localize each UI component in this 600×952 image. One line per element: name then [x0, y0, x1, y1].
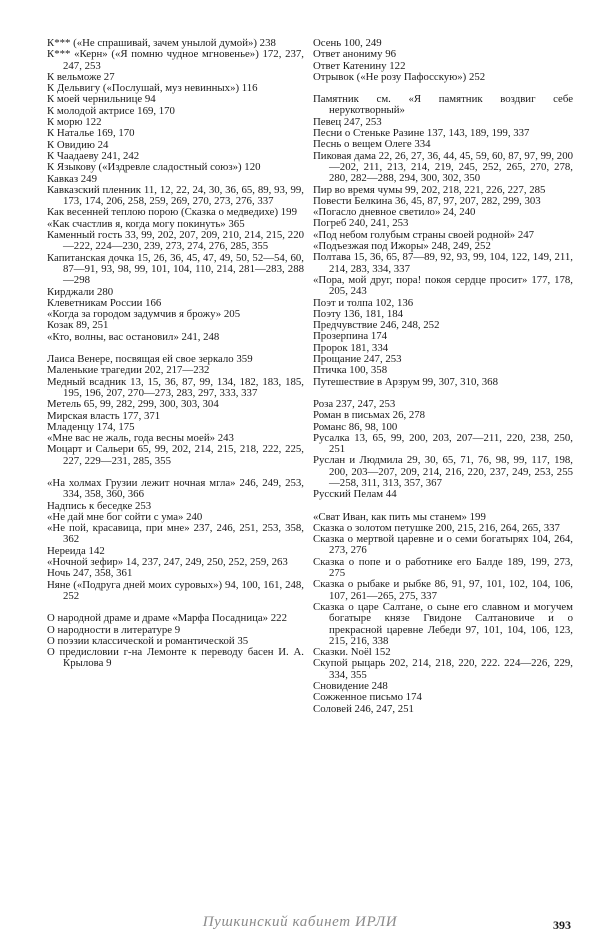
- index-entry: Песнь о вещем Олеге 334: [313, 138, 431, 151]
- index-entry: Певец 247, 253: [313, 115, 382, 128]
- watermark: Пушкинский кабинет ИРЛИ: [202, 914, 398, 930]
- index-entry: «Кто, волны, вас остановил» 241, 248: [47, 330, 220, 343]
- index-entry: К молодой актрисе 169, 170: [47, 104, 175, 117]
- index-entry: Предчувствие 246, 248, 252: [313, 319, 440, 332]
- index-entry: К Наталье 169, 170: [47, 127, 135, 140]
- index-entry: «Пора, мой друг, пора! покоя сердце просит» 177, 178, 205, 243: [313, 273, 573, 298]
- index-entry: Пророк 181, 334: [313, 341, 389, 354]
- index-entry: К вельможе 27: [47, 70, 115, 83]
- index-entry: К Чаадаеву 241, 242: [47, 149, 140, 162]
- index-entry: «Когда за городом задумчив я брожу» 205: [47, 308, 241, 321]
- index-entry: Ответ Катенину 122: [313, 59, 406, 72]
- index-entry: К моей чернильнице 94: [47, 93, 156, 106]
- index-entry: Надпись к беседке 253: [47, 499, 152, 512]
- index-entry: Сказка о царе Салтане, о сыне его славном и могучем богатыре князе Гвидоне Салтановиче и о прекрасной царевне Лебеди 97, 101, 104, 106, 123, 215, 216, 338: [313, 600, 573, 647]
- index-entry: Пир во время чумы 99, 202, 218, 221, 226, 227, 285: [313, 183, 546, 196]
- index-entry: Моцарт и Сальери 65, 99, 202, 214, 215, 218, 222, 225, 227, 229—231, 285, 355: [47, 443, 304, 467]
- index-entry: «Не дай мне бог сойти с ума» 240: [47, 510, 203, 523]
- index-entry: «Подъезжая под Ижоры» 248, 249, 252: [313, 240, 491, 253]
- index-entry: Козак 89, 251: [47, 319, 109, 332]
- index-entry: Капитанская дочка 15, 26, 36, 45, 47, 49, 50, 52—54, 60, 87—91, 93, 98, 99, 101, 104, 110, 214, 281—283, 288—298: [47, 251, 304, 287]
- index-column-right: [313, 38, 573, 715]
- index-entry: Сказка о попе и о работнике его Балде 189, 199, 273, 275: [313, 555, 573, 580]
- index-entry: Нереида 142: [47, 544, 105, 557]
- index-entry: Ответ анониму 96: [313, 48, 397, 61]
- index-entry: Осень 100, 249: [313, 37, 382, 49]
- index-entry: Повести Белкина 36, 45, 87, 97, 207, 282, 299, 303: [313, 194, 541, 207]
- index-entry: Прощание 247, 253: [313, 353, 402, 366]
- index-entry: К Дельвигу («Послушай, муз невинных») 116: [47, 82, 258, 95]
- index-entry: К*** «Керн» («Я помню чудное мгновенье») 172, 237, 247, 253: [47, 48, 304, 72]
- index-entry: Клеветникам России 166: [47, 296, 162, 309]
- index-column-left: [47, 38, 304, 670]
- index-entry: Соловей 246, 247, 251: [313, 702, 414, 715]
- index-entry: Кавказ 249: [47, 172, 97, 185]
- index-entry: Руслан и Людмила 29, 30, 65, 71, 76, 98, 99, 117, 198, 200, 203—207, 209, 214, 216, 220, 237, 249, 253, 255—258, 311, 313, 357, 367: [313, 454, 573, 489]
- index-entry: К Овидию 24: [47, 138, 109, 151]
- index-entry: Младенцу 174, 175: [47, 420, 135, 433]
- index-entry: Медный всадник 13, 15, 36, 87, 99, 134, 182, 183, 185, 195, 196, 207, 270—273, 283, 297, 333, 337: [47, 375, 304, 399]
- index-entry: Няне («Подруга дней моих суровых») 94, 100, 161, 248, 252: [47, 578, 304, 602]
- index-entry: «Ночной зефир» 14, 237, 247, 249, 250, 252, 259, 263: [47, 556, 288, 569]
- index-entry: «Сват Иван, как пить мы станем» 199: [313, 510, 486, 523]
- index-entry: О народной драме и драме «Марфа Посадница» 222: [47, 612, 287, 625]
- index-entry: «Мне вас не жаль, года весны моей» 243: [47, 432, 234, 445]
- index-entry: О предисловии г-на Лемонте к переводу басен И. А. Крылова 9: [47, 646, 304, 670]
- index-entry: Полтава 15, 36, 65, 87—89, 92, 93, 99, 104, 122, 149, 211, 214, 283, 334, 337: [313, 251, 573, 275]
- index-entry: «Под небом голубым страны своей родной» 247: [313, 228, 535, 241]
- index-entry: Сказка о рыбаке и рыбке 86, 91, 97, 101, 102, 104, 106, 107, 261—265, 275, 337: [313, 578, 573, 602]
- index-entry: О народности в литературе 9: [47, 623, 181, 636]
- index-entry: Лаиса Венере, посвящая ей свое зеркало 359: [47, 353, 253, 366]
- index-entry: Как весенней теплою порою (Сказка о медведихе) 199: [47, 206, 297, 219]
- index-entry: Отрывок («Не розу Пафосскую») 252: [313, 70, 486, 83]
- index-entry: Песни о Стеньке Разине 137, 143, 189, 199, 337: [313, 127, 530, 140]
- index-entry: Путешествие в Арзрум 99, 307, 310, 368: [313, 375, 498, 388]
- index-entry: Роман в письмах 26, 278: [313, 409, 426, 422]
- index-entry: Русский Пелам 44: [313, 488, 397, 501]
- index-entry: Сновидение 248: [313, 680, 388, 693]
- index-entry: Пиковая дама 22, 26, 27, 36, 44, 45, 59, 60, 87, 97, 99, 200—202, 211, 213, 214, 219, 245, 252, 265, 270, 278, 280, 282—288, 294, 300, 302, 350: [313, 149, 573, 185]
- index-entry: Кирджали 280: [47, 285, 114, 298]
- index-entry: Скупой рыцарь 202, 214, 218, 220, 222. 224—226, 229, 334, 355: [313, 657, 573, 681]
- index-entry: О поэзии классической и романтической 35: [47, 634, 249, 647]
- index-entry: Кавказский пленник 11, 12, 22, 24, 30, 36, 65, 89, 93, 99, 173, 174, 206, 258, 259, 269, 270, 273, 276, 337: [47, 183, 304, 208]
- index-entry: Погреб 240, 241, 253: [313, 217, 409, 230]
- index-entry: «На холмах Грузии лежит ночная мгла» 246, 249, 253, 334, 358, 360, 366: [47, 476, 304, 501]
- index-entry: «Не пой, красавица, при мне» 237, 246, 251, 253, 358, 362: [47, 522, 304, 546]
- index-entry: Каменный гость 33, 99, 202, 207, 209, 210, 214, 215, 220—222, 224—230, 239, 273, 274, 276, 285, 355: [47, 229, 304, 253]
- index-entry: «Погасло дневное светило» 24, 240: [313, 206, 476, 219]
- index-entry: «Как счастлив я, когда могу покинуть» 365: [47, 217, 245, 230]
- index-entry: Маленькие трагедии 202, 217—232: [47, 364, 210, 377]
- index-entry: Поэту 136, 181, 184: [313, 307, 404, 320]
- index-entry: Метель 65, 99, 282, 299, 300, 303, 304: [47, 398, 219, 411]
- index-entry: Русалка 13, 65, 99, 200, 203, 207—211, 220, 238, 250, 251: [313, 431, 573, 456]
- index-entry: К*** («Не спрашивай, зачем унылой думой») 238: [47, 37, 276, 49]
- index-entry: Романс 86, 98, 100: [313, 420, 398, 433]
- index-entry: К Языкову («Издревле сладостный союз») 120: [47, 161, 261, 174]
- index-entry: Сказки. Noël 152: [313, 646, 391, 659]
- index-entry: Поэт и толпа 102, 136: [313, 296, 414, 309]
- index-entry: Роза 237, 247, 253: [313, 397, 396, 410]
- index-entry: Прозерпина 174: [313, 330, 388, 343]
- index-entry: Ночь 247, 358, 361: [47, 567, 133, 580]
- index-entry: Птичка 100, 358: [313, 364, 388, 377]
- index-entry: К морю 122: [47, 116, 102, 129]
- section-gap: [313, 501, 573, 512]
- index-entry: Мирская власть 177, 371: [47, 409, 161, 422]
- index-entry: Сожженное письмо 174: [313, 691, 422, 704]
- index-entry: Памятник см. «Я памятник воздвиг себе нерукотворный»: [313, 93, 573, 117]
- index-entry: Сказка о золотом петушке 200, 215, 216, 264, 265, 337: [313, 521, 560, 534]
- page-number: 393: [553, 918, 571, 932]
- index-entry: Сказка о мертвой царевне и о семи богатырях 104, 264, 273, 276: [313, 533, 573, 557]
